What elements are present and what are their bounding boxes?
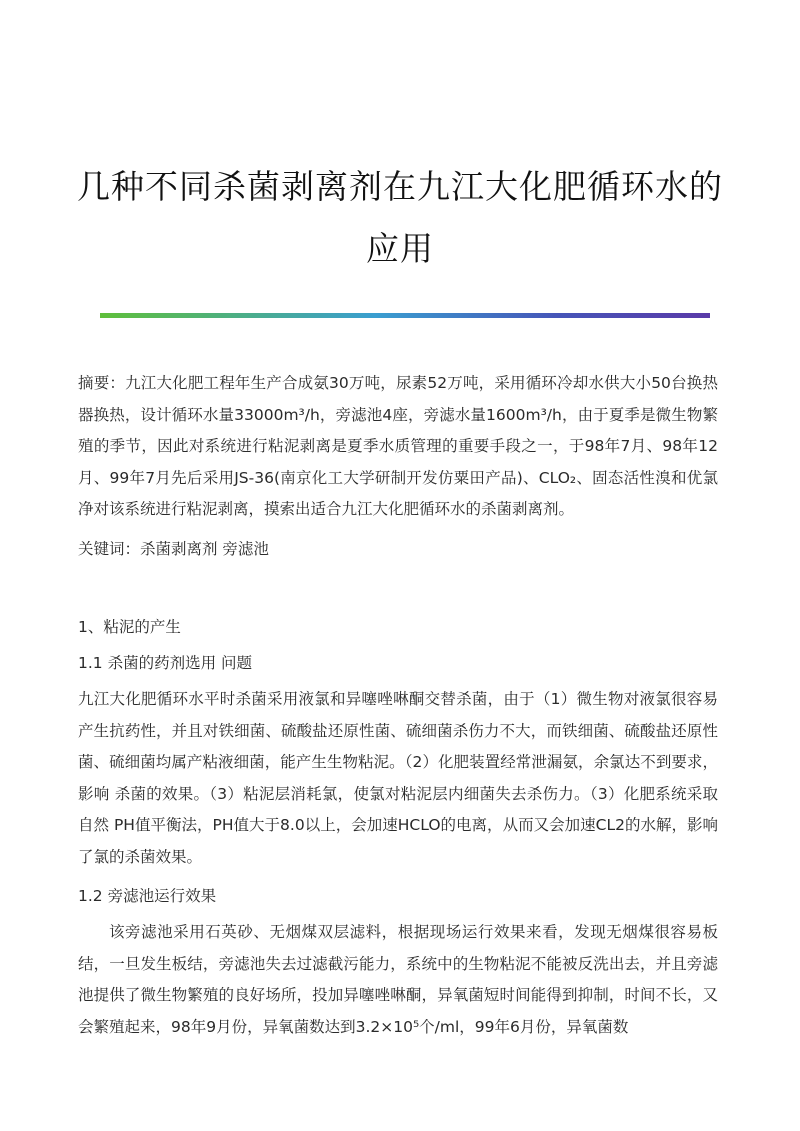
document-title-line-1: 几种不同杀菌剥离剂在九江大化肥循环水的	[77, 167, 723, 206]
abstract-section	[78, 368, 718, 526]
document-title-line-2: 应用	[366, 229, 434, 268]
subsection-heading	[78, 881, 718, 913]
section-1-1-text: 九江大化肥循环水平时杀菌采用液氯和异噻唑啉酮交替杀菌，由于（1）微生物对液氯很容易产生抗药性，并且对铁细菌、硫酸盐还原性菌、硫细菌杀伤力不大，而铁细菌、硫酸盐还原性菌、硫细菌均属产粘液细菌，能产生生物粘泥。（2）化肥装置经常泄漏氨，余氯达不到要求， 影响 杀菌的效果。（3）粘泥层消耗氯，使氯对粘泥层内细菌失去杀伤力。（3）化肥系统采取 自然 PH值平衡法，PH值大于8.0以上，会加速HCLO的电离，从而又会加速CL2的水解，影响了氯的杀菌效果。	[78, 690, 718, 866]
keywords-text: 关键词：杀菌剥离剂 旁滤池	[78, 540, 269, 558]
section-1-1-body	[78, 684, 718, 873]
section-1-2-text: 该旁滤池采用石英砂、无烟煤双层滤料，根据现场运行效果来看，发现无烟煤很容易板结，一旦发生板结，旁滤池失去过滤截污能力，系统中的生物粘泥不能被反洗出去，并且旁滤池提供了微生物繁殖的良好场所，投加异噻唑啉酮，异氧菌短时间能得到抑制，时间不长，又会繁殖起来，98年9月份，异氧菌数达到3.2×10⁵个/ml，99年6月份，异氧菌数	[78, 923, 718, 1036]
title-divider	[100, 313, 710, 318]
section-1-2-heading: 1.2 旁滤池运行效果	[78, 887, 217, 905]
section-heading	[78, 612, 718, 644]
keywords-section	[78, 534, 718, 566]
subsection-heading	[78, 648, 718, 680]
section-1-2-body	[78, 917, 718, 1043]
section-1-1-heading: 1.1 杀菌的药剂选用 问题	[78, 654, 253, 672]
section-1-heading: 1、粘泥的产生	[78, 618, 181, 636]
abstract-text: 摘要：九江大化肥工程年生产合成氨30万吨，尿素52万吨，采用循环冷却水供大小50台换热器换热，设计循环水量33000m³/h，旁滤池4座，旁滤水量1600m³/h，由于夏季是微生物繁殖的季节，因此对系统进行粘泥剥离是夏季水质管理的重要手段之一，于98年7月、98年12月、99年7月先后采用JS-36(南京化工大学研制开发仿粟田产品)、CLO₂、固态活性溴和优氯净对该系统进行粘泥剥离，摸索出适合九江大化肥循环水的杀菌剥离剂。	[78, 374, 718, 518]
